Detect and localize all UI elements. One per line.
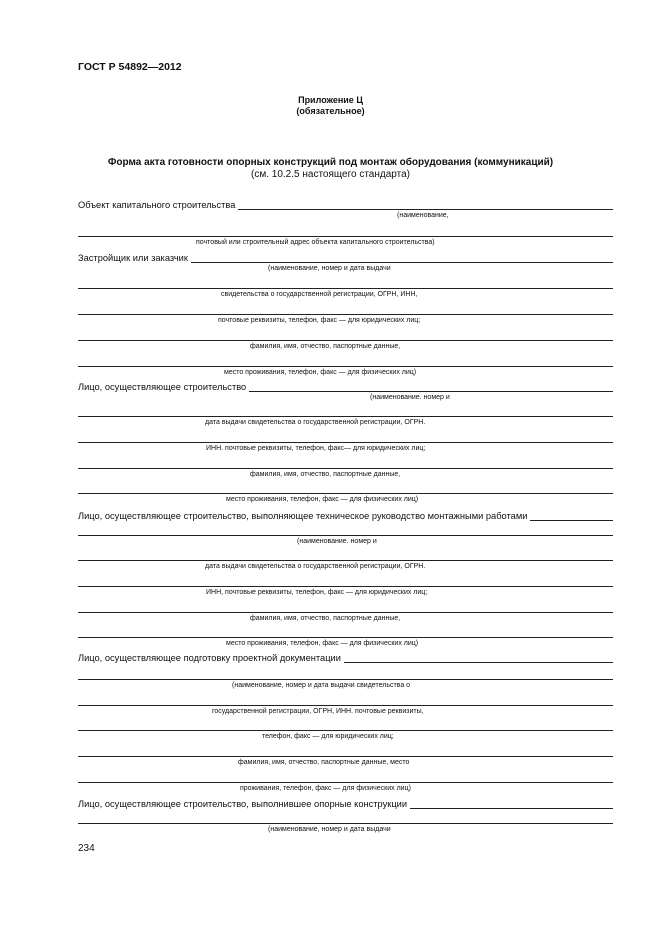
field-hint: ИНН, почтовые реквизиты, телефон, факс — для юридических лиц;: [206, 589, 428, 596]
fill-line[interactable]: [78, 340, 613, 341]
field-hint: (наименование,: [397, 212, 449, 219]
field-hint: место проживания, телефон, факс — для физических лиц): [226, 640, 419, 647]
appendix-title: Приложение Ц: [298, 95, 363, 105]
form-reference: (см. 10.2.5 настоящего стандарта): [251, 169, 410, 180]
fill-line[interactable]: [78, 493, 613, 494]
fill-line[interactable]: [78, 468, 613, 469]
fill-line[interactable]: [78, 705, 613, 706]
field-label-structures: Лицо, осуществляющее строительство, выполнившее опорные конструкции: [78, 798, 410, 810]
fill-line[interactable]: [78, 560, 613, 561]
fill-line[interactable]: [78, 586, 613, 587]
field-hint: почтовый или строительный адрес объекта капитального строительства): [196, 239, 435, 246]
field-hint: телефон, факс — для юридических лиц;: [262, 733, 394, 740]
field-label-supervisor: Лицо, осуществляющее строительство, выполняющее техническое руководство монтажными работами: [78, 510, 530, 522]
fill-line[interactable]: [78, 366, 613, 367]
field-hint: проживания, телефон, факс — для физических лиц): [240, 785, 411, 792]
field-hint: фамилия, имя, отчество, паспортные данные,: [250, 615, 401, 622]
fill-line[interactable]: [78, 756, 613, 757]
field-label-builder: Лицо, осуществляющее строительство: [78, 381, 249, 393]
fill-line[interactable]: [78, 288, 613, 289]
fill-line[interactable]: [78, 612, 613, 613]
field-hint: (наименование, номер и дата выдачи свидетельства о: [232, 682, 411, 689]
field-hint: фамилия, имя, отчество, паспортные данные,: [250, 471, 401, 478]
fill-line[interactable]: [78, 236, 613, 237]
field-hint: (наименование, номер и дата выдачи: [268, 826, 391, 833]
field-label-developer: Застройщик или заказчик: [78, 252, 191, 264]
fill-line[interactable]: [78, 823, 613, 824]
field-hint: дата выдачи свидетельства о государственной регистрации, ОГРН.: [205, 563, 426, 570]
field-hint: фамилия, имя, отчество, паспортные данные,: [250, 343, 401, 350]
field-hint: свидетельства о государственной регистрации, ОГРН, ИНН,: [221, 291, 418, 298]
field-hint: место проживания, телефон, факс — для физических лиц): [226, 496, 419, 503]
fill-line[interactable]: [78, 730, 613, 731]
field-hint: место проживания, телефон, факс — для физических лиц): [224, 369, 417, 376]
field-hint: (наименование. номер и: [297, 538, 377, 545]
field-hint: (наименование, номер и дата выдачи: [268, 265, 391, 272]
fill-line[interactable]: [78, 679, 613, 680]
field-hint: ИНН. почтовые реквизиты, телефон, факс— для юридических лиц;: [206, 445, 426, 452]
fill-line[interactable]: [78, 416, 613, 417]
fill-line[interactable]: [78, 782, 613, 783]
field-label-object: Объект капитального строительства: [78, 199, 238, 211]
fill-line[interactable]: [78, 637, 613, 638]
standard-code: ГОСТ Р 54892—2012: [78, 61, 182, 73]
field-hint: почтовые реквизиты, телефон, факс — для юридических лиц;: [218, 317, 421, 324]
fill-line[interactable]: [78, 535, 613, 536]
field-hint: фамилия, имя, отчество, паспортные данные, место: [238, 759, 410, 766]
field-label-designer: Лицо, осуществляющее подготовку проектной документации: [78, 652, 344, 664]
appendix-status: (обязательное): [296, 106, 365, 116]
page-number: 234: [78, 843, 95, 854]
fill-line[interactable]: [78, 314, 613, 315]
field-hint: дата выдачи свидетельства о государственной регистрации, ОГРН.: [205, 419, 426, 426]
fill-line[interactable]: [78, 442, 613, 443]
field-hint: государственной регистрации, ОГРН, ИНН. почтовые реквизиты,: [212, 708, 424, 715]
form-title: Форма акта готовности опорных конструкций под монтаж оборудования (коммуникаций): [107, 157, 554, 168]
field-hint: (наименование. номер и: [370, 394, 450, 401]
